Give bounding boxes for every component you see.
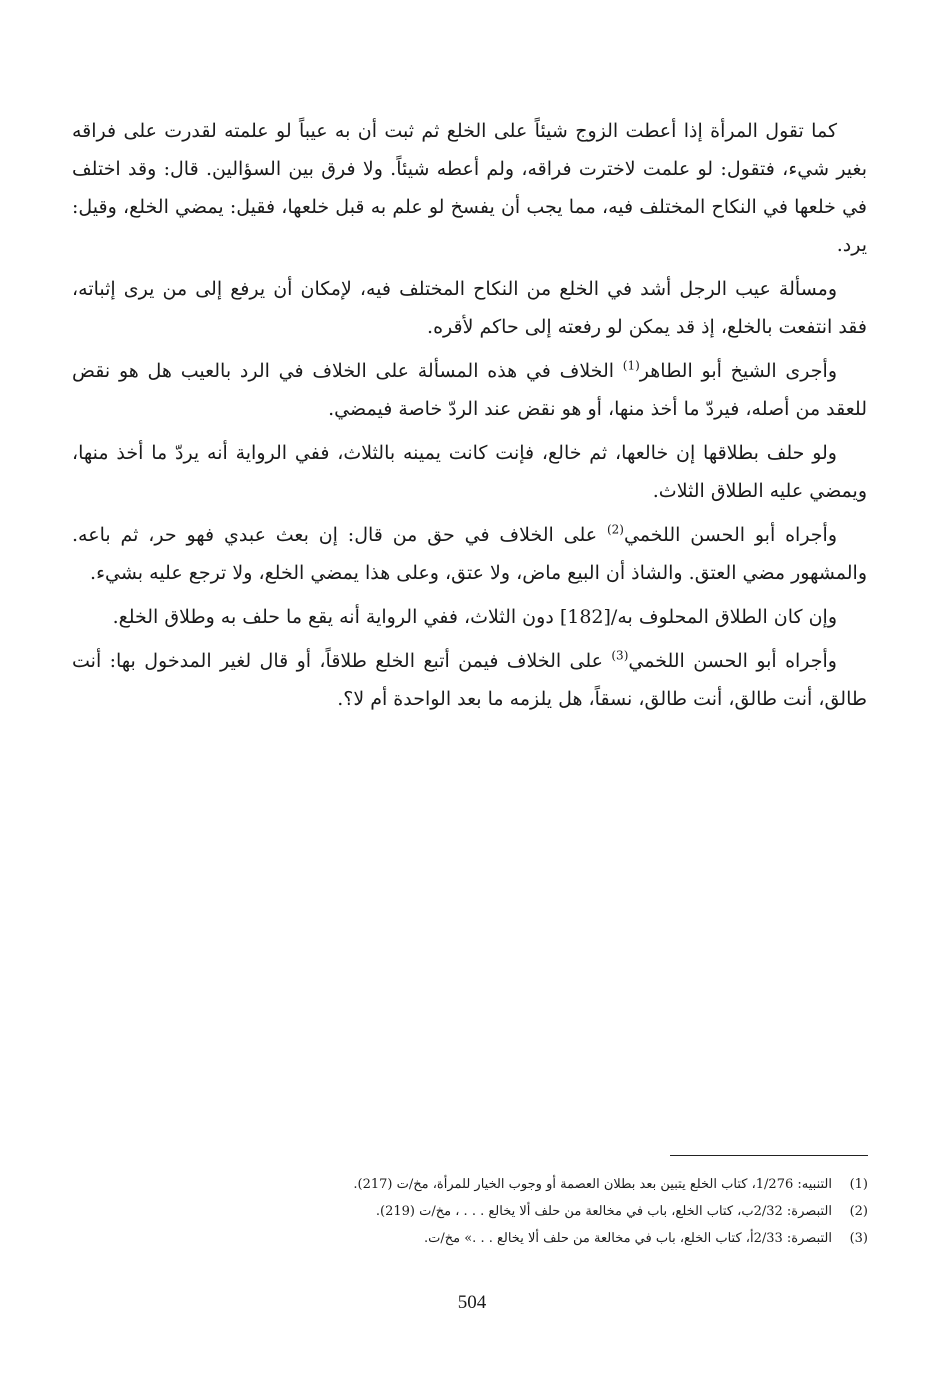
paragraph-5 — [72, 516, 867, 592]
paragraph-3 — [72, 352, 867, 428]
page-number: 504 — [457, 1292, 487, 1313]
paragraph-text: وإن كان الطلاق المحلوف به/[182] دون الثلاث، ففي الرواية أنه يقع ما حلف به وطلاق الخلع. — [112, 606, 837, 628]
paragraph-text: وأجراه أبو الحسن اللخمي — [623, 524, 838, 546]
paragraph-2 — [72, 270, 867, 346]
footnote-text: التنبيه: 1/276، كتاب الخلع يتبين بعد بطلان العصمة أو وجوب الخيار للمرأة، مخ/ت (217). — [353, 1177, 832, 1192]
paragraph-text: ولو حلف بطلاقها إن خالعها، ثم خالع، فإنت كانت يمينه بالثلاث، ففي الرواية أنه يردّ ما أخذ منها، ويمضي عليه الطلاق الثلاث. — [72, 442, 867, 502]
paragraph-6 — [72, 598, 867, 636]
paragraph-4 — [72, 434, 867, 510]
footnote-text: التبصرة: 2/32ب، كتاب الخلع، باب في مخالعة من حلف ألا يخالع . . . ، مخ/ت (219). — [375, 1204, 832, 1219]
paragraph-text: الخلاف في هذه المسألة على الخلاف في الرد بالعيب هل هو نقض للعقد من أصله، فيردّ ما أخذ منها، أو هو نقض عند الردّ خاصة فيمضي. — [72, 360, 867, 420]
paragraph-7 — [72, 642, 867, 718]
footnote-text: التبصرة: 2/33أ، كتاب الخلع، باب في مخالعة من حلف ألا يخالع . . .» مخ/ت. — [423, 1231, 832, 1246]
footnote-reference-2: (2) — [606, 522, 624, 537]
footnote-3 — [72, 1225, 868, 1252]
footnotes — [72, 1171, 868, 1252]
paragraph-text: ومسألة عيب الرجل أشد في الخلع من النكاح المختلف فيه، لإمكان أن يرفع إلى من يرى إثباته، فقد انتفعت بالخلع، إذ قد يمكن لو رفعته إلى حاكم لأقره. — [72, 278, 867, 338]
footnote-2 — [72, 1198, 868, 1225]
paragraph-text: كما تقول المرأة إذا أعطت الزوج شيئاً على الخلع ثم ثبت أن به عيباً لو علمته لقدرت على فراقه بغير شيء، فتقول: لو علمت لاخترت فراقه، ولم أعطه شيئاً. ولا فرق بين السؤالين. قال: وقد اختلف في خلعها في النكاح المختلف فيه، مما يجب أن يفسخ لو علم به قبل خلعها، فقيل: يمضي الخلع، وقيل: يرد. — [72, 120, 867, 256]
main-text — [72, 112, 867, 724]
footnote-reference-1: (1) — [622, 358, 640, 373]
footnote-number: (1) — [849, 1177, 868, 1192]
paragraph-text: وأجرى الشيخ أبو الطاهر — [639, 360, 837, 382]
paragraph-text: وأجراه أبو الحسن اللخمي — [628, 650, 837, 672]
paragraph-text: على الخلاف فيمن أتبع الخلع طلاقاً، أو قال لغير المدخول بها: أنت طالق، أنت طالق، أنت طالق، نسقاً، هل يلزمه ما بعد الواحدة أم لا؟. — [72, 650, 867, 710]
footnote-1 — [72, 1171, 868, 1198]
footnote-divider — [670, 1155, 868, 1156]
paragraph-1 — [72, 112, 867, 264]
paragraph-text: على الخلاف في حق من قال: إن بعث عبدي فهو حر، ثم باعه. والمشهور مضي العتق. والشاذ أن البيع ماض، ولا عتق، وعلى هذا يمضي الخلع، ولا ترجع عليه بشيء. — [72, 524, 867, 584]
footnote-number: (3) — [849, 1231, 868, 1246]
footnote-number: (2) — [849, 1204, 868, 1219]
footnote-reference-3: (3) — [611, 648, 629, 663]
